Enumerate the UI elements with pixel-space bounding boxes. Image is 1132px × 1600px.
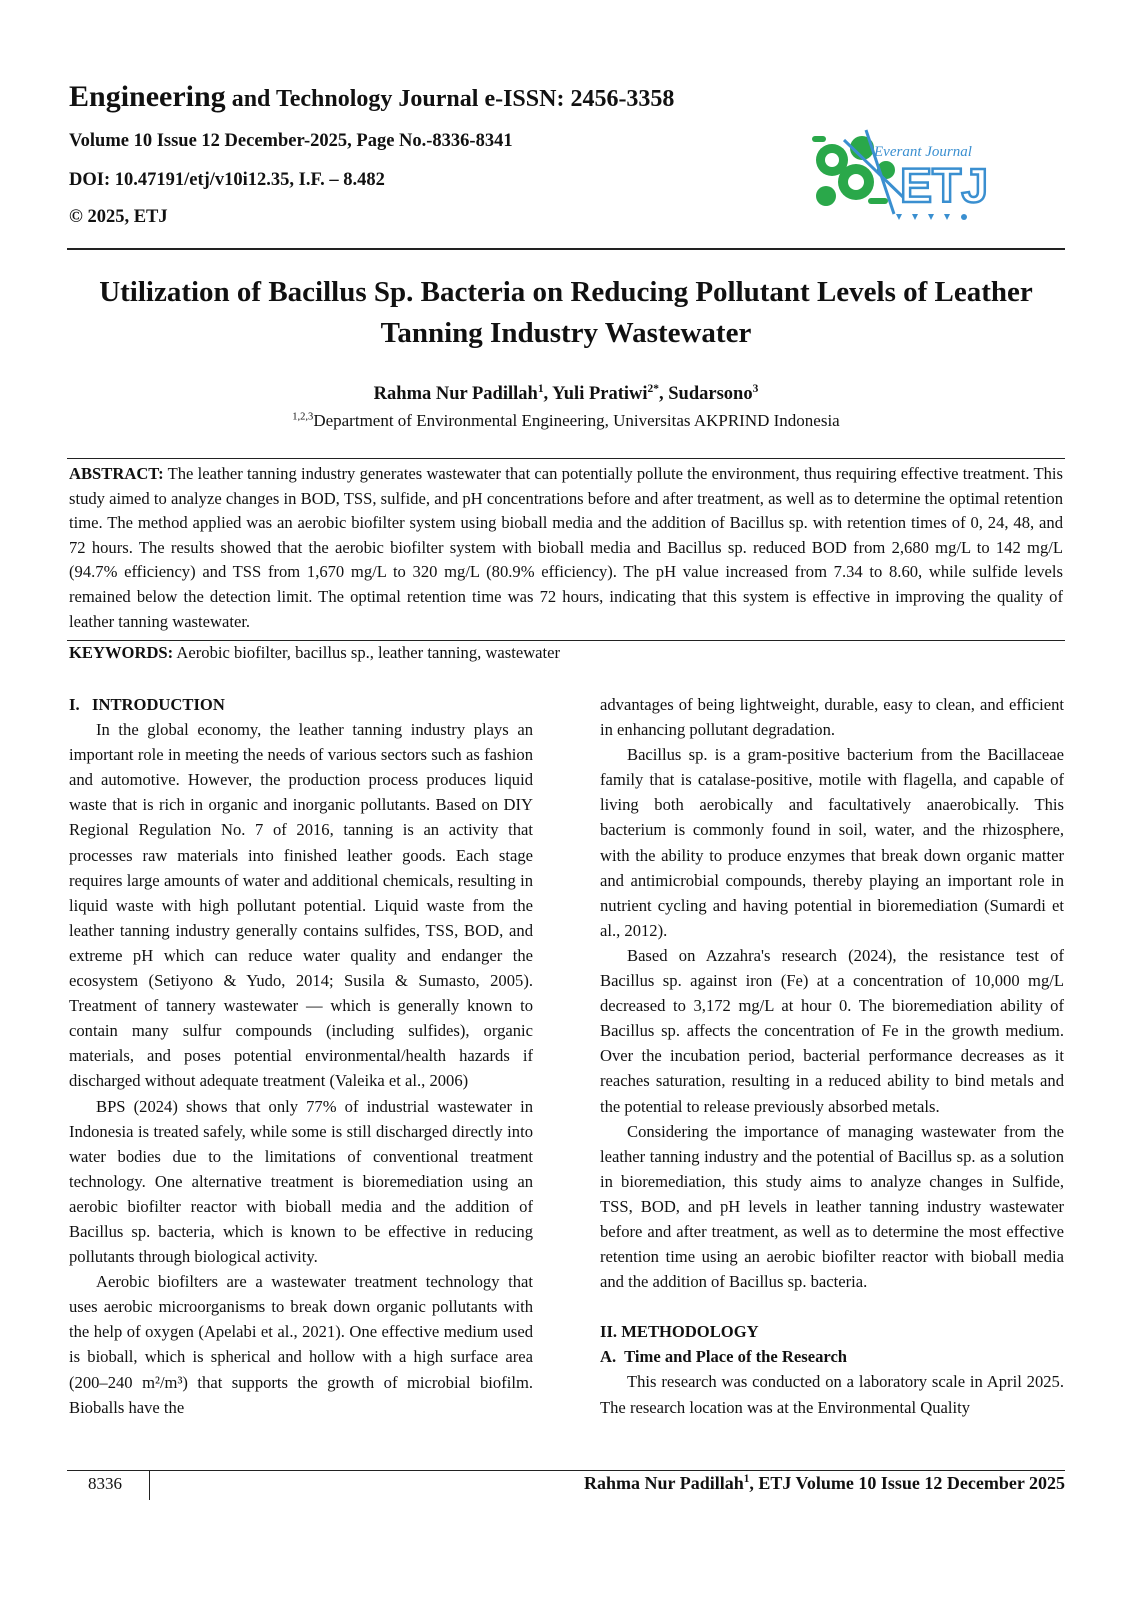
author-1: Rahma Nur Padillah <box>373 384 538 404</box>
volume-line: Volume 10 Issue 12 December-2025, Page No.-8336-8341 <box>69 131 513 151</box>
right-column <box>600 692 1064 1420</box>
paragraph: Aerobic biofilters are a wastewater treatment technology that uses aerobic microorganisms to break down organic pollutants with the help of oxygen (Apelabi et al., 2021). One effective medium used is bioball, which is spherical and hollow with a high surface area (200–240 m²/m³) that supports the growth of microbial biofilm. Bioballs have the <box>69 1272 533 1417</box>
subsection-heading: A. Time and Place of the Research <box>600 1347 848 1367</box>
section-heading-methodology: II. METHODOLOGY <box>600 1322 759 1342</box>
abstract-label: ABSTRACT: <box>69 464 164 483</box>
paragraph: This research was conducted on a laboratory scale in April 2025. The research location was at the Environmental Quality <box>600 1372 1064 1417</box>
abstract-bottom-rule <box>67 640 1065 641</box>
author-3: , Sudarsono <box>659 384 753 404</box>
journal-logo <box>804 118 1018 228</box>
abstract <box>69 462 1063 634</box>
paragraph: Bacillus sp. is a gram-positive bacterium from the Bacillaceae family that is catalase-positive, motile with flagella, and capable of living both aerobically and facultatively anaerobically. This bacterium is commonly found in soil, water, and the rhizosphere, with the ability to produce enzymes that break down organic matter and antimicrobial compounds, thereby playing an important role in nutrient cycling and having potential in bioremediation (Sumardi et al., 2012). <box>600 745 1064 940</box>
journal-title <box>69 80 674 114</box>
keywords-label: KEYWORDS: <box>69 643 174 662</box>
affiliation: $^{1,2,3}$Department of Environmental Engineering, Universitas AKPRIND Indonesia <box>292 411 840 430</box>
section-heading-introduction: I. INTRODUCTION <box>69 695 225 714</box>
page-number: 8336 <box>88 1474 122 1493</box>
author-2: , Yuli Pratiwi <box>543 384 648 404</box>
header-divider <box>67 248 1065 250</box>
journal-name-first: Engineering <box>69 80 226 113</box>
doi-line: DOI: 10.47191/etj/v10i12.35, I.F. – 8.482 <box>69 170 385 190</box>
logo-letters: ETJ <box>900 160 989 213</box>
paragraph: Considering the importance of managing wastewater from the leather tanning industry and the potential of Bacillus sp. as a solution in bioremediation, this study aims to analyze changes in Sulfide, TSS, BOD, and pH levels in leather tanning industry wastewater before and after treatment, as well as to determine the most effective retention time using an aerobic biofilter reactor with bioball media and the addition of Bacillus sp. bacteria. <box>600 1121 1064 1292</box>
author-line: Rahma Nur Padillah$^1$, Yuli Pratiwi$^{2*}$, Sudarsono$^3$ <box>373 382 759 404</box>
running-footer: Rahma Nur Padillah$^1$, ETJ Volume 10 Issue 12 December 2025 <box>584 1473 1065 1493</box>
footer-separator <box>149 1470 150 1500</box>
paragraph: BPS (2024) shows that only 77% of industrial wastewater in Indonesia is treated safely, while some is still discharged directly into water bodies due to the limitations of conventional treatment technology. One alternative treatment is bioremediation using an aerobic biofilter reactor with bioball media and the addition of Bacillus sp. bacteria, which is known to be effective in reducing pollutants through biological activity. <box>69 1096 533 1267</box>
keywords <box>69 643 1063 663</box>
logo-text: Everant Journal <box>874 144 972 160</box>
abstract-top-rule <box>67 458 1065 459</box>
etj-logo-icon <box>804 118 1018 228</box>
left-column <box>69 692 533 1420</box>
copyright-line: © 2025, ETJ <box>69 207 168 227</box>
journal-name-rest: and Technology Journal e-ISSN: 2456-3358 <box>225 86 675 112</box>
paragraph: Based on Azzahra's research (2024), the resistance test of Bacillus sp. against iron (Fe) at a concentration of 10,000 mg/L decreased to 3,172 mg/L at hour 0. The bioremediation ability of Bacillus sp. affects the concentration of Fe in the growth medium. Over the incubation period, bacterial performance decreases as it reaches saturation, resulting in a reduced ability to bind metals and the potential to release previously absorbed metals. <box>600 945 1064 1116</box>
paragraph: In the global economy, the leather tanning industry plays an important role in meeting the needs of various sectors such as fashion and automotive. However, the production process produces liquid waste that is rich in organic and inorganic pollutants. Based on DIY Regional Regulation No. 7 of 2016, tanning is an activity that processes raw materials into finished leather goods. Each stage requires large amounts of water and additional chemicals, resulting in liquid waste with high pollutant potential. Liquid waste from the leather tanning industry generally contains sulfides, TSS, BOD, and extreme pH which can reduce water quality and endanger the ecosystem (Setiyono & Yudo, 2014; Susila & Sumasto, 2005). Treatment of tannery wastewater — which is generally known to contain many sulfur compounds (including sulfides), organic materials, and poses potential environmental/health hazards if discharged without adequate treatment (Valeika et al., 2006) <box>69 720 533 1091</box>
paper-title: Utilization of Bacillus Sp. Bacteria on Reducing Pollutant Levels of Leather Tanning Industry Wastewater <box>99 276 1033 349</box>
abstract-text: The leather tanning industry generates wastewater that can potentially pollute the environment, thus requiring effective treatment. This study aimed to analyze changes in BOD, TSS, sulfide, and pH concentrations before and after treatment, as well as to determine the optimal retention time. The method applied was an aerobic biofilter system using bioball media and the addition of Bacillus sp. with retention times of 0, 24, 48, and 72 hours. The results showed that the aerobic biofilter system with bioball media and Bacillus sp. reduced BOD from 2,680 mg/L to 142 mg/L (94.7% efficiency) and TSS from 1,670 mg/L to 320 mg/L (80.9% efficiency). The pH value increased from 7.34 to 8.60, while sulfide levels remained below the detection limit. The optimal retention time was 72 hours, indicating that this system is effective in improving the quality of leather tanning wastewater. <box>69 464 1063 631</box>
paragraph: advantages of being lightweight, durable, easy to clean, and efficient in enhancing pollutant degradation. <box>600 695 1064 740</box>
footer-rule <box>67 1470 1065 1471</box>
keywords-text: Aerobic biofilter, bacillus sp., leather tanning, wastewater <box>173 643 561 662</box>
